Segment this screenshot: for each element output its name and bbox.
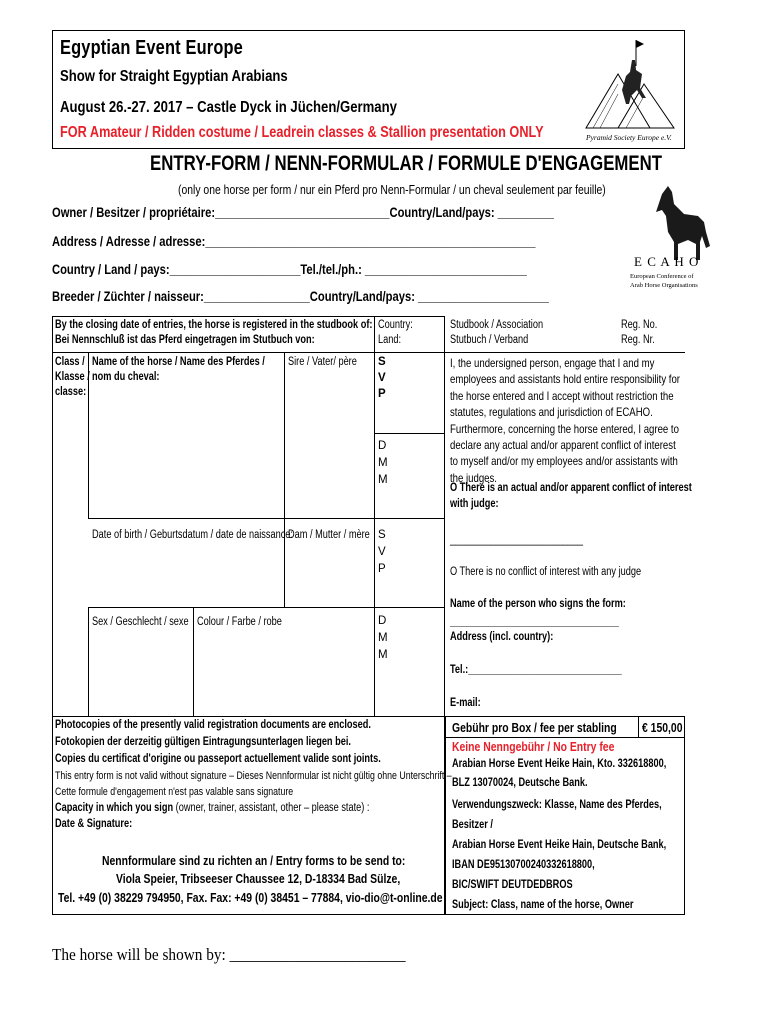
form-subtitle: (only one horse per form / nur ein Pferd pro Nenn-Formular / un cheval seulement par feuille) bbox=[178, 182, 606, 197]
shown-by-field[interactable]: The horse will be shown by: _______________________ bbox=[52, 945, 406, 964]
photocopies-de: Fotokopien der derzeitig gültigen Eintragungsunterlagen liegen bei. bbox=[55, 736, 351, 748]
dam-label: Dam / Mutter / mère bbox=[288, 529, 370, 541]
svg-text:European Conference of: European Conference of bbox=[630, 273, 694, 280]
no-entry-fee: Keine Nenngebühr / No Entry fee bbox=[452, 739, 615, 754]
capacity-line: Capacity in which you sign (owner, trainer, assistant, other – please state) : bbox=[55, 802, 370, 814]
photocopies-fr: Copies du certificat d'origine ou passeport actuellement valide sont joints. bbox=[55, 753, 381, 765]
signer-name-blank[interactable]: _________________________________ bbox=[450, 616, 619, 628]
photocopies-en: Photocopies of the presently valid registration documents are enclosed. bbox=[55, 719, 371, 731]
bank-bic: BIC/SWIFT DEUTDEDBROS bbox=[452, 879, 573, 891]
class-label-1: Class / bbox=[55, 356, 85, 368]
event-subtitle: Show for Straight Egyptian Arabians bbox=[60, 68, 288, 85]
horse-name-label-2: nom du cheval: bbox=[92, 371, 160, 383]
svg-text:Pyramid Society Europe e.V.: Pyramid Society Europe e.V. bbox=[586, 133, 672, 142]
box-fee-price: € 150,00 bbox=[642, 720, 683, 735]
dam-sire-d: D bbox=[378, 440, 387, 452]
dam-dam-m2: M bbox=[378, 649, 388, 661]
event-classes-line: FOR Amateur / Ridden costume / Leadrein classes & Stallion presentation ONLY bbox=[60, 124, 544, 141]
sire-s: S bbox=[378, 356, 386, 368]
event-title: Egyptian Event Europe bbox=[60, 37, 243, 59]
dam-p: P bbox=[378, 563, 386, 575]
sire-v: V bbox=[378, 372, 386, 384]
date-signature-label[interactable]: Date & Signature: bbox=[55, 818, 133, 830]
address-country-label[interactable]: Address (incl. country): bbox=[450, 631, 554, 643]
dam-sire-m1: M bbox=[378, 457, 388, 469]
class-label-2: Klasse / bbox=[55, 371, 90, 383]
sex-label: Sex / Geschlecht / sexe bbox=[92, 616, 189, 628]
reg-no-label: Reg. No. bbox=[621, 319, 658, 331]
bank-blz: BLZ 13070024, Deutsche Bank. bbox=[452, 777, 588, 789]
colour-label: Colour / Farbe / robe bbox=[197, 616, 282, 628]
send-to-heading: Nennformulare sind zu richten an / Entry forms to be send to: bbox=[102, 853, 406, 868]
country-tel-field[interactable]: Country / Land / pays:_____________________Tel./tel./ph.: __________________________ bbox=[52, 261, 527, 277]
land-label: Land: bbox=[378, 334, 402, 346]
conflict-judge-label: with judge: bbox=[450, 498, 499, 510]
conflict-option[interactable]: O There is an actual and/or apparent conflict of interest bbox=[450, 482, 692, 494]
signer-name-label: Name of the person who signs the form: bbox=[450, 598, 626, 610]
bank-iban: IBAN DE95130700240332618800, bbox=[452, 859, 595, 871]
no-conflict-option[interactable]: O There is no conflict of interest with any judge bbox=[450, 566, 642, 578]
sire-label: Sire / Vater/ père bbox=[288, 356, 357, 368]
payment-reference-de: Verwendungszweck: Klasse, Name des Pferdes, bbox=[452, 799, 662, 811]
box-fee-label: Gebühr pro Box / fee per stabling bbox=[452, 720, 617, 735]
pyramid-society-logo bbox=[578, 36, 682, 146]
signature-notice: This entry form is not valid without signature – Dieses Nennformular ist nicht gültig ohne Unterschrift – bbox=[55, 770, 452, 782]
dam-s: S bbox=[378, 529, 386, 541]
closing-date-en: By the closing date of entries, the horse is registered in the studbook of: bbox=[55, 319, 373, 331]
ecaho-logo bbox=[628, 184, 728, 296]
closing-date-de: Bei Nennschluß ist das Pferd eingetragen im Stutbuch von: bbox=[55, 334, 315, 346]
payment-subject-en: Subject: Class, name of the horse, Owner bbox=[452, 899, 634, 911]
dob-label: Date of birth / Geburtsdatum / date de naissance: bbox=[92, 529, 293, 541]
dam-dam-m1: M bbox=[378, 632, 388, 644]
reg-nr-label: Reg. Nr. bbox=[621, 334, 655, 346]
class-label-3: classe: bbox=[55, 386, 87, 398]
studbook-label: Studbook / Association bbox=[450, 319, 544, 331]
send-to-address: Viola Speier, Tribseeser Chaussee 12, D-18334 Bad Sülze, bbox=[116, 871, 401, 886]
event-date-location: August 26.-27. 2017 – Castle Dyck in Jüchen/Germany bbox=[60, 99, 397, 116]
payment-reference-owner: Besitzer / bbox=[452, 819, 493, 831]
dam-v: V bbox=[378, 546, 386, 558]
bank-account-2: Arabian Horse Event Heike Hain, Deutsche Bank, bbox=[452, 839, 667, 851]
conflict-judge-blank[interactable]: __________________________ bbox=[450, 534, 584, 546]
stutbuch-label: Stutbuch / Verband bbox=[450, 334, 529, 346]
bank-account-1: Arabian Horse Event Heike Hain, Kto. 332618800, bbox=[452, 758, 667, 770]
form-title: ENTRY-FORM / NENN-FORMULAR / FORMULE D'ENGAGEMENT bbox=[150, 152, 663, 175]
address-field[interactable]: Address / Adresse / adresse:_____________________________________________________ bbox=[52, 233, 536, 249]
signature-notice-fr: Cette formule d'engagement n'est pas valable sans signature bbox=[55, 786, 294, 798]
sire-p: P bbox=[378, 388, 386, 400]
svg-text:Arab Horse Organisations: Arab Horse Organisations bbox=[630, 282, 698, 289]
breeder-field[interactable]: Breeder / Züchter / naisseur:_________________Country/Land/pays: _____________________ bbox=[52, 288, 549, 304]
dam-dam-d: D bbox=[378, 615, 387, 627]
owner-field[interactable]: Owner / Besitzer / propriétaire:____________________________Country/Land/pays: _________ bbox=[52, 204, 554, 220]
declaration-text: I, the undersigned person, engage that I and my employees and assistants hold entire responsibility for the horse entered and I accept without restriction the statutes, regulations and jurisdiction of ECAHO. Furthermore, concerning the horse entered, I agree to declare any actual and/or apparent conflict of interest to myself and/or my employees and/or assistants with the judges. bbox=[450, 356, 680, 485]
dam-sire-m2: M bbox=[378, 474, 388, 486]
horse-name-label-1: Name of the horse / Name des Pferdes / bbox=[92, 356, 265, 368]
send-to-contact: Tel. +49 (0) 38229 794950, Fax. Fax: +49 (0) 38451 – 77884, vio-dio@t-online.de bbox=[58, 890, 443, 905]
email-field[interactable]: E-mail: bbox=[450, 697, 481, 709]
country-label: Country: bbox=[378, 319, 413, 331]
tel-field[interactable]: Tel.:______________________________ bbox=[450, 664, 622, 676]
svg-text:E C A H O: E C A H O bbox=[634, 254, 700, 269]
